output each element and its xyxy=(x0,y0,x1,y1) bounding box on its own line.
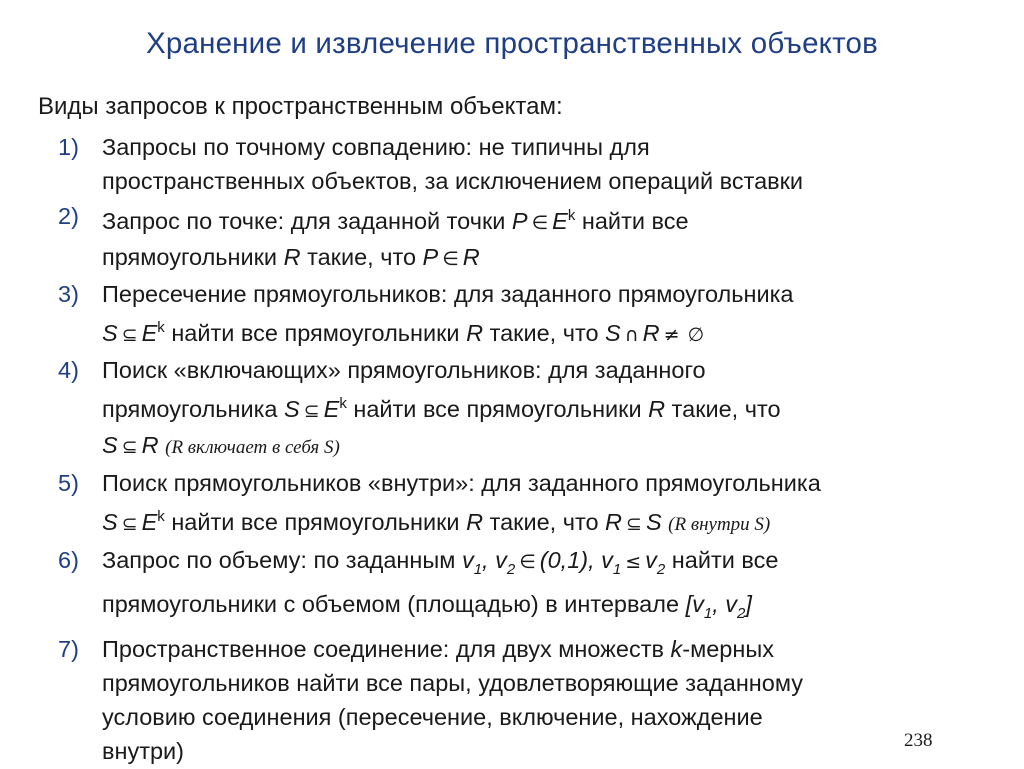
text: прямоугольники xyxy=(102,244,284,270)
list-item xyxy=(50,466,1010,542)
item-text-line: Поиск прямоугольников «внутри»: для заданного прямоугольника xyxy=(102,470,821,496)
item-text-line xyxy=(102,428,1010,465)
empty-set-symbol: ∅ xyxy=(687,324,705,346)
not-equal-symbol: ≠ xyxy=(663,324,680,346)
math-var: R xyxy=(605,509,623,535)
interval: (0,1), xyxy=(539,547,602,573)
item-number: 6) xyxy=(58,547,79,573)
item-number: 7) xyxy=(58,636,79,662)
italic-note: (R внутри S) xyxy=(668,514,771,535)
subset-symbol: ⊆ xyxy=(121,436,138,458)
math-var: P xyxy=(511,208,528,234)
item-text-line xyxy=(102,311,1010,352)
text: найти все прямоугольники xyxy=(346,396,649,422)
text: прямоугольника xyxy=(102,396,285,422)
text: , xyxy=(712,591,726,617)
intersection-symbol: ∩ xyxy=(624,324,639,346)
text: найти все прямоугольники xyxy=(164,320,467,346)
subset-symbol: ⊆ xyxy=(121,324,138,346)
math-var: S xyxy=(102,509,118,535)
page-number: 238 xyxy=(904,730,933,751)
intro-heading: Виды запросов к пространственным объектам: xyxy=(38,93,563,120)
text: , xyxy=(482,547,496,573)
subset-symbol: ⊆ xyxy=(121,513,138,535)
math-var: E xyxy=(323,396,340,422)
text: такие, что xyxy=(483,509,606,535)
list-item xyxy=(50,543,1010,631)
subscript: 2 xyxy=(737,605,746,622)
text: такие, что xyxy=(665,396,781,422)
item-text-line: прямоугольников найти все пары, удовлетворяющие заданному xyxy=(102,670,804,696)
text: такие, что xyxy=(300,244,423,270)
math-var: v xyxy=(461,547,474,573)
math-var: k xyxy=(670,636,683,662)
math-var: v xyxy=(645,547,657,573)
math-var: S xyxy=(645,509,662,535)
italic-note: (R включает в себя S) xyxy=(165,437,340,458)
item-text-line xyxy=(102,632,1010,666)
item-text-line xyxy=(102,199,1010,240)
text: -мерных xyxy=(682,636,774,662)
list-item xyxy=(50,277,1010,352)
item-text-line: внутри) xyxy=(102,738,184,764)
math-var: v xyxy=(495,547,507,573)
text: Запрос по объему: по заданным xyxy=(102,547,462,573)
text: Пространственное соединение: для двух множеств xyxy=(102,636,671,662)
math-var: R xyxy=(648,396,666,422)
bracket: [ xyxy=(685,591,693,617)
item-number: 1) xyxy=(58,134,79,160)
list-item xyxy=(50,632,1010,768)
slide-title: Хранение и извлечение пространственных объектов xyxy=(146,27,878,60)
item-number: 2) xyxy=(58,203,79,229)
item-number: 3) xyxy=(58,281,79,307)
item-number: 4) xyxy=(58,357,79,383)
math-var: v xyxy=(601,547,613,573)
math-var: v xyxy=(725,591,738,617)
math-var: E xyxy=(141,509,158,535)
element-of-symbol: ∈ xyxy=(531,212,549,234)
math-var: S xyxy=(605,320,621,346)
text: найти все xyxy=(575,208,689,234)
item-text-line: условию соединения (пересечение, включение, нахождение xyxy=(102,704,763,730)
subscript: 2 xyxy=(506,561,516,578)
text: найти все xyxy=(665,547,779,573)
less-equal-symbol: ≤ xyxy=(625,551,642,573)
subset-symbol: ⊆ xyxy=(626,513,642,535)
math-var: P xyxy=(422,244,439,270)
subscript: 1 xyxy=(612,561,622,578)
item-text-line: Пересечение прямоугольников: для заданного прямоугольника xyxy=(102,281,794,307)
text: прямоугольники с объемом (площадью) в интервале xyxy=(102,591,686,617)
item-text-line xyxy=(102,240,1010,276)
text: такие, что xyxy=(483,320,606,346)
math-var: S xyxy=(102,320,118,346)
list-item xyxy=(50,199,1010,276)
subscript: 2 xyxy=(656,561,666,578)
subset-symbol: ⊆ xyxy=(303,400,320,422)
math-var: S xyxy=(284,396,300,422)
math-var: S xyxy=(102,432,118,458)
bracket: ] xyxy=(745,591,752,617)
item-number: 5) xyxy=(58,470,79,496)
superscript: k xyxy=(157,508,165,525)
item-text-line xyxy=(102,543,1010,587)
item-text-line: Запросы по точному совпадению: не типичны для xyxy=(102,134,650,160)
item-text-line: Поиск «включающих» прямоугольников: для заданного xyxy=(102,357,706,383)
math-var: R xyxy=(462,244,480,270)
math-var: v xyxy=(692,591,704,617)
list-item xyxy=(50,130,1010,198)
superscript: k xyxy=(339,395,347,412)
superscript: k xyxy=(567,207,576,224)
subscript: 1 xyxy=(473,561,483,578)
element-of-symbol: ∈ xyxy=(519,551,536,573)
element-of-symbol: ∈ xyxy=(442,248,459,270)
math-var: R xyxy=(283,244,301,270)
text: Запрос по точке: для заданной точки xyxy=(102,208,512,234)
item-text-line xyxy=(102,500,1010,542)
query-types-list xyxy=(50,130,1010,769)
item-text-line: пространственных объектов, за исключением операций вставки xyxy=(102,168,804,194)
item-text-line xyxy=(102,587,1010,631)
superscript: k xyxy=(157,319,165,336)
math-var: R xyxy=(642,320,660,346)
math-var: R xyxy=(466,509,484,535)
text: найти все прямоугольники xyxy=(164,509,467,535)
math-var: R xyxy=(141,432,159,458)
list-item xyxy=(50,353,1010,465)
math-var: E xyxy=(141,320,158,346)
math-var: E xyxy=(552,208,568,234)
item-text-line xyxy=(102,387,1010,428)
math-var: R xyxy=(466,320,484,346)
subscript: 1 xyxy=(703,605,713,622)
